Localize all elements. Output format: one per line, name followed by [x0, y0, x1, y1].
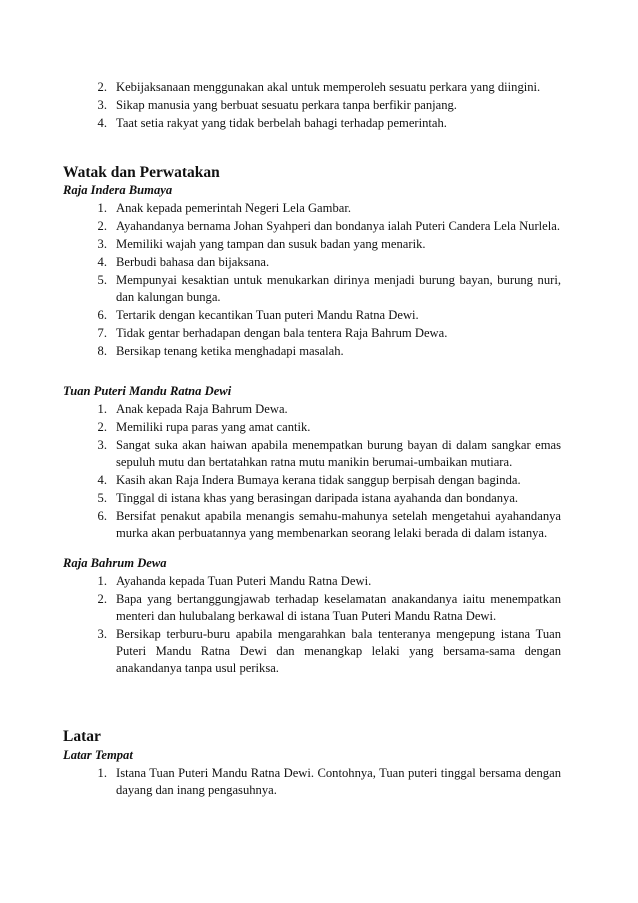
list-item-text: Istana Tuan Puteri Mandu Ratna Dewi. Contohnya, Tuan puteri tinggal bersama dengan dayang dan inang pengasuhnya.: [116, 766, 561, 797]
list-item-number: 4.: [97, 473, 107, 487]
list-item: [80, 437, 561, 471]
list-item-number: 2.: [97, 592, 107, 606]
list-item: [80, 626, 561, 677]
list-item-text: Tidak gentar berhadapan dengan bala tentera Raja Bahrum Dewa.: [116, 326, 448, 340]
list-item-number: 3.: [97, 627, 107, 641]
list-item-number: 4.: [97, 116, 107, 130]
list-item-number: 1.: [97, 574, 107, 588]
list-item-text: Ayahanda kepada Tuan Puteri Mandu Ratna Dewi.: [116, 574, 372, 588]
list-item-text: Sangat suka akan haiwan apabila menempatkan burung bayan di dalam sangkar emas sepuluh mutu dan bertatahkan ratna mutu manikin berumai-umbaikan mutiara.: [116, 438, 561, 469]
list-item-text: Kasih akan Raja Indera Bumaya kerana tidak sanggup berpisah dengan baginda.: [116, 473, 521, 487]
list-item-number: 1.: [97, 201, 107, 215]
list-item: [80, 115, 561, 132]
list-item-text: Ayahandanya bernama Johan Syahperi dan bondanya ialah Puteri Candera Lela Nurlela.: [116, 219, 561, 233]
list-item-number: 3.: [97, 237, 107, 251]
list-item-text: Taat setia rakyat yang tidak berbelah bahagi terhadap pemerintah.: [116, 116, 447, 130]
list-item: [80, 490, 561, 507]
list-item-number: 6.: [97, 308, 107, 322]
section-heading-watak: Watak dan Perwatakan: [63, 164, 220, 181]
list-item: [80, 419, 561, 436]
raja-indera-bumaya-list: [80, 200, 561, 361]
subheading-raja-bahrum-dewa: Raja Bahrum Dewa: [63, 556, 167, 570]
list-item: [80, 472, 561, 489]
latar-tempat-list: [80, 765, 561, 800]
list-item-text: Memiliki rupa paras yang amat cantik.: [116, 420, 311, 434]
list-item-text: Mempunyai kesaktian untuk menukarkan dirinya menjadi burung bayan, burung nuri, dan kalungan bunga.: [116, 273, 561, 304]
list-item: [80, 573, 561, 590]
list-item-number: 6.: [97, 509, 107, 523]
raja-bahrum-dewa-list: [80, 573, 561, 678]
list-item: [80, 200, 561, 217]
subheading-tuan-puteri: Tuan Puteri Mandu Ratna Dewi: [63, 384, 232, 398]
list-item: [80, 591, 561, 625]
list-item-number: 1.: [97, 766, 107, 780]
list-item-number: 2.: [97, 80, 107, 94]
list-item: [80, 236, 561, 253]
list-item-number: 2.: [97, 219, 107, 233]
list-item-text: Anak kepada pemerintah Negeri Lela Gambar.: [116, 201, 351, 215]
list-item: [80, 765, 561, 799]
list-item-text: Anak kepada Raja Bahrum Dewa.: [116, 402, 288, 416]
list-item-text: Bersifat penakut apabila menangis semahu-mahunya setelah mengetahui ayahandanya murka akan perbuatannya yang membenarkan seorang lelaki berada di dalam istanya.: [116, 509, 561, 540]
list-item: [80, 325, 561, 342]
list-item-text: Sikap manusia yang berbuat sesuatu perkara tanpa berfikir panjang.: [116, 98, 457, 112]
list-item-number: 4.: [97, 255, 107, 269]
top-list: [80, 79, 561, 133]
list-item: [80, 254, 561, 271]
list-item-text: Bapa yang bertanggungjawab terhadap keselamatan anakandanya iaitu menempatkan menteri dan hulubalang berkawal di istana Tuan Puteri Mandu Ratna Dewi.: [116, 592, 561, 623]
list-item: [80, 79, 561, 96]
list-item-number: 1.: [97, 402, 107, 416]
list-item-text: Berbudi bahasa dan bijaksana.: [116, 255, 270, 269]
list-item: [80, 272, 561, 306]
list-item-text: Kebijaksanaan menggunakan akal untuk memperoleh sesuatu perkara yang diingini.: [116, 80, 541, 94]
list-item-number: 8.: [97, 344, 107, 358]
subheading-raja-indera-bumaya: Raja Indera Bumaya: [63, 183, 173, 197]
tuan-puteri-list: [80, 401, 561, 543]
list-item-text: Bersikap terburu-buru apabila mengarahkan bala tenteranya mengepung istana Tuan Puteri Mandu Ratna Dewi dan menangkap lelaki yang bersama-sama dengan anakandanya tanpa usul periksa.: [116, 627, 561, 675]
list-item: [80, 401, 561, 418]
list-item-text: Tinggal di istana khas yang berasingan daripada istana ayahanda dan bondanya.: [116, 491, 519, 505]
list-item: [80, 307, 561, 324]
list-item-number: 5.: [97, 491, 107, 505]
list-item-text: Tertarik dengan kecantikan Tuan puteri Mandu Ratna Dewi.: [116, 308, 419, 322]
list-item-number: 5.: [97, 273, 107, 287]
list-item-text: Bersikap tenang ketika menghadapi masalah.: [116, 344, 344, 358]
list-item-number: 3.: [97, 98, 107, 112]
list-item: [80, 97, 561, 114]
list-item-number: 7.: [97, 326, 107, 340]
list-item: [80, 218, 561, 235]
list-item: [80, 508, 561, 542]
list-item-number: 2.: [97, 420, 107, 434]
section-heading-latar: Latar: [63, 728, 101, 745]
subheading-latar-tempat: Latar Tempat: [63, 748, 133, 762]
list-item-text: Memiliki wajah yang tampan dan susuk badan yang menarik.: [116, 237, 426, 251]
list-item: [80, 343, 561, 360]
list-item-number: 3.: [97, 438, 107, 452]
